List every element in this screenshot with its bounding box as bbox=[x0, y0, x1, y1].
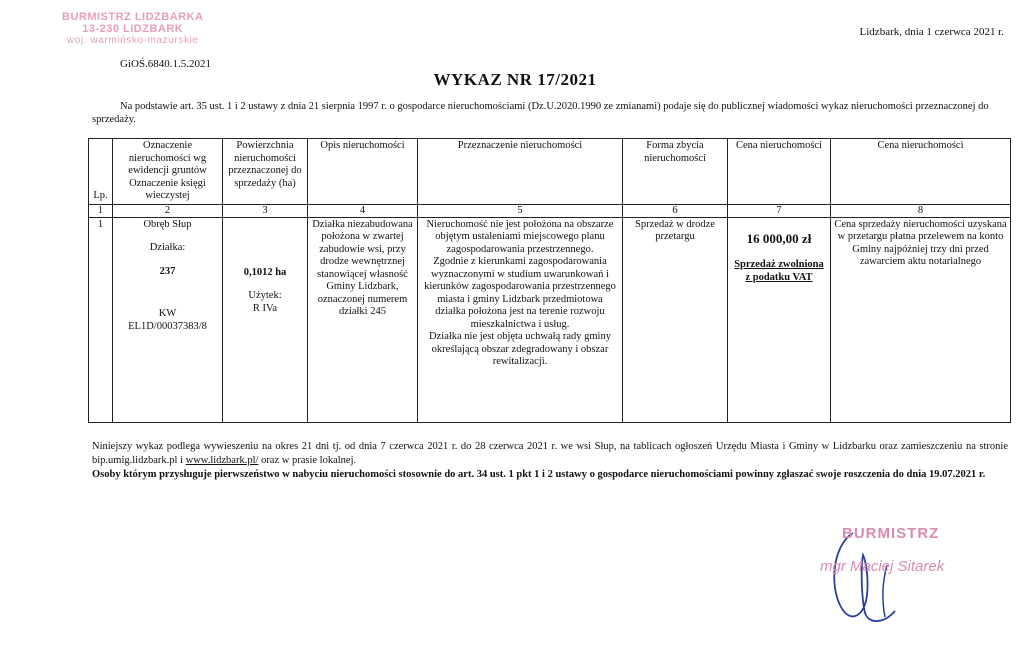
column-number: 2 bbox=[113, 204, 223, 217]
column-number: 3 bbox=[223, 204, 308, 217]
footer-text: Niniejszy wykaz podlega wywieszeniu na okres 21 dni tj. od dnia 7 czerwca 2021 r. do 28 czerwca 2021 r. we wsi Słup, na tablicach ogłoszeń Urzędu Miasta i Gminy w Lidzbarku oraz zamieszczeniu na stronie bip.umig.lidzbark.pl i bbox=[92, 441, 1008, 466]
official-stamp bbox=[62, 11, 203, 47]
price-value: 16 000,00 zł bbox=[746, 230, 812, 246]
table-header-row bbox=[89, 139, 1011, 205]
description-cell: Działka niezabudowana położona w zwartej zabudowie wsi, przy drodze wewnętrznej stanowiącej własność Gminy Lidzbark, oznaczonej numerem działki 245 bbox=[308, 217, 418, 422]
payment-cell: Cena sprzedaży nieruchomości uzyskana w przetargu płatna przelewem na konto Gminy najpóźniej trzy dni przed zawarciem aktu notarialnego bbox=[831, 217, 1011, 422]
parcel-area: 0,1012 ha bbox=[243, 266, 287, 278]
document-title: WYKAZ NR 17/2021 bbox=[433, 70, 597, 89]
column-number: 6 bbox=[623, 204, 728, 217]
purpose-paragraph-1: Nieruchomość nie jest położona na obszarze objętym ustaleniami miejscowego planu zagospodarowania przestrzennego. bbox=[426, 218, 614, 255]
stamp-line-3: woj. warmińsko-mazurskie bbox=[66, 35, 199, 46]
column-number: 1 bbox=[89, 204, 113, 217]
column-number: 8 bbox=[831, 204, 1011, 217]
land-register-number: EL1D/00037383/8 bbox=[128, 320, 207, 332]
header-cena: Cena nieruchomości bbox=[728, 139, 831, 205]
parcel-number: 237 bbox=[159, 265, 176, 277]
vat-note: Sprzedaż zwolniona z podatku VAT bbox=[734, 259, 824, 283]
column-number-row bbox=[89, 204, 1011, 217]
land-use-class: R IVa bbox=[252, 302, 278, 314]
document-reference: GiOŚ.6840.1.5.2021 bbox=[120, 58, 212, 70]
header-przeznaczenie: Przeznaczenie nieruchomości bbox=[418, 139, 623, 205]
intro-paragraph: Na podstawie art. 35 ust. 1 i 2 ustawy z dnia 21 sierpnia 1997 r. o gospodarce nieruchomościami (Dz.U.2020.1990 ze zmianami) podaje się do publicznej wiadomości wykaz nieruchomości przeznaczonej do sprzedaży. bbox=[92, 101, 989, 125]
signature-role: BURMISTRZ bbox=[842, 525, 940, 542]
place-date: Lidzbark, dnia 1 czerwca 2021 r. bbox=[859, 26, 1004, 38]
stamp-line-2: 13-230 LIDZBARK bbox=[82, 23, 184, 35]
signature-name: mgr Maciej Sitarek bbox=[820, 558, 945, 575]
purpose-paragraph-2: Zgodnie z kierunkami zagospodarowania wyznaczonymi w studium uwarunkowań i kierunków zagospodarowania przestrzennego miasta i gminy Lidzbark przedmiotowa działka położona jest na terenie rozwoju mieszkalnictwa i usług. bbox=[424, 256, 616, 330]
header-opis: Opis nieruchomości bbox=[308, 139, 418, 205]
column-number: 4 bbox=[308, 204, 418, 217]
stamp-line-1: BURMISTRZ LIDZBARKA bbox=[62, 11, 204, 23]
row-lp: 1 bbox=[89, 217, 113, 422]
purpose-paragraph-3: Działka nie jest objęta uchwałą rady gminy określającą obszar zdegradowany i obszar rewitalizacji. bbox=[429, 331, 611, 367]
area-cell bbox=[223, 217, 308, 422]
signature-block bbox=[820, 525, 944, 575]
footer-notice bbox=[92, 440, 1008, 482]
property-table bbox=[88, 138, 1011, 423]
price-cell bbox=[728, 217, 831, 422]
parcel-cell bbox=[113, 217, 223, 422]
parcel-label: Działka: bbox=[149, 242, 186, 253]
land-register-label: KW bbox=[158, 308, 177, 319]
header-powierzchnia: Powierzchnia nieruchomości przeznaczonej do sprzedaży (ha) bbox=[223, 139, 308, 205]
column-number: 7 bbox=[728, 204, 831, 217]
land-use-label: Użytek: bbox=[248, 290, 282, 301]
priority-note: Osoby którym przysługuje pierwszeństwo w nabyciu nieruchomości stosownie do art. 34 ust. 1 pkt 1 i 2 ustawy o gospodarce nieruchomościami powinny zgłaszać swoje roszczenia do dnia 19.07.2021 r. bbox=[92, 469, 986, 480]
header-cena-2: Cena nieruchomości bbox=[831, 139, 1011, 205]
website-link[interactable]: www.lidzbark.pl/ bbox=[185, 455, 259, 466]
purpose-cell bbox=[418, 217, 623, 422]
header-lp: Lp. bbox=[89, 139, 113, 205]
precinct: Obręb Słup bbox=[143, 218, 192, 230]
header-oznaczenie: Oznaczenie nieruchomości wg ewidencji gruntów Oznaczenie księgi wieczystej bbox=[113, 139, 223, 205]
sale-form-cell: Sprzedaż w drodze przetargu bbox=[623, 217, 728, 422]
table-row bbox=[89, 217, 1011, 422]
footer-text-end: oraz w prasie lokalnej. bbox=[261, 455, 357, 466]
header-forma: Forma zbycia nieruchomości bbox=[623, 139, 728, 205]
column-number: 5 bbox=[418, 204, 623, 217]
